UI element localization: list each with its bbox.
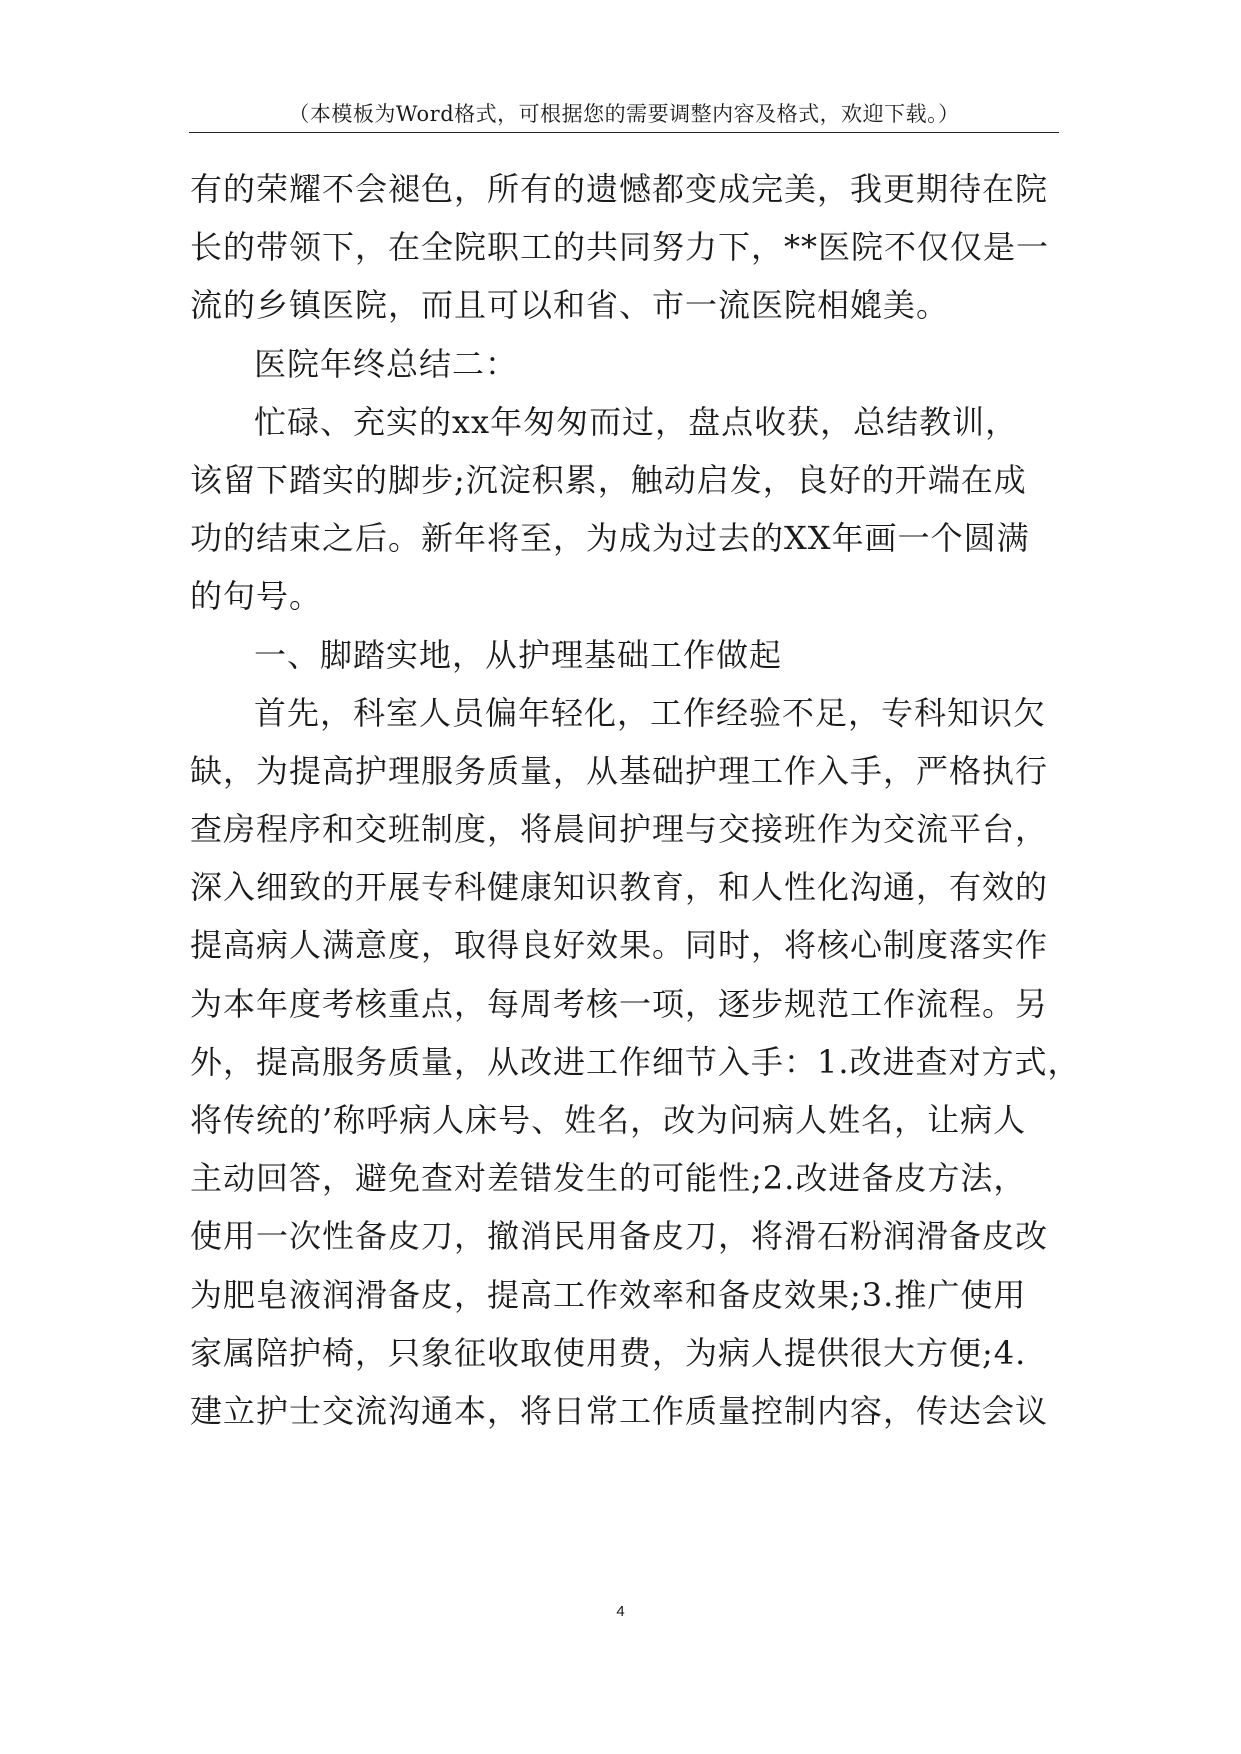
body-line: 该留下踏实的脚步;沉淀积累，触动启发，良好的开端在成: [190, 460, 1027, 499]
template-notice-header: （本模板为Word格式，可根据您的需要调整内容及格式，欢迎下载。）: [288, 102, 960, 126]
body-line: 外，提高服务质量，从改进工作细节入手：1.改进查对方式，: [190, 1042, 1081, 1081]
body-line: 建立护士交流沟通本，将日常工作质量控制内容，传达会议: [190, 1391, 1049, 1430]
body-line: 为本年度考核重点，每周考核一项，逐步规范工作流程。另: [190, 984, 1049, 1023]
body-line: 为肥皂液润滑备皮，提高工作效率和备皮效果;3.推广使用: [190, 1275, 1027, 1314]
body-line: 长的带领下，在全院职工的共同努力下，**医院不仅仅是一: [190, 228, 1050, 267]
body-line: 忙碌、充实的xx年匆匆而过，盘点收获，总结教训，: [254, 402, 1019, 441]
body-line: 提高病人满意度，取得良好效果。同时，将核心制度落实作: [190, 926, 1049, 965]
subsection-heading: 一、脚踏实地，从护理基础工作做起: [254, 635, 783, 674]
body-line: 有的荣耀不会褪色，所有的遗憾都变成完美，我更期待在院: [190, 170, 1049, 208]
body-line: 家属陪护椅，只象征收取使用费，为病人提供很大方便;4.: [190, 1333, 1027, 1372]
section-heading: 医院年终总结二：: [254, 344, 519, 383]
body-line: 流的乡镇医院，而且可以和省、市一流医院相媲美。: [190, 286, 950, 325]
body-line: 使用一次性备皮刀，撤消民用备皮刀，将滑石粉润滑备皮改: [190, 1217, 1049, 1256]
body-line: 功的结束之后。新年将至，为成为过去的XX年画一个圆满: [190, 519, 1030, 558]
body-line: 的句号。: [190, 577, 323, 616]
header-divider: [189, 132, 1059, 133]
body-line: 缺，为提高护理服务质量，从基础护理工作入手，严格执行: [190, 751, 1049, 790]
page-number: 4: [616, 1603, 625, 1620]
document-body: [190, 160, 1081, 1440]
body-line: 查房程序和交班制度，将晨间护理与交接班作为交流平台，: [190, 810, 1049, 849]
body-line: 首先，科室人员偏年轻化，工作经验不足，专科知识欠: [254, 693, 1047, 732]
body-line: 主动回答，避免查对差错发生的可能性;2.改进备皮方法，: [190, 1159, 1027, 1198]
body-line: 将传统的’称呼病人床号、姓名，改为问病人姓名，让病人: [190, 1101, 1027, 1139]
body-line: 深入细致的开展专科健康知识教育，和人性化沟通，有效的: [190, 868, 1049, 907]
